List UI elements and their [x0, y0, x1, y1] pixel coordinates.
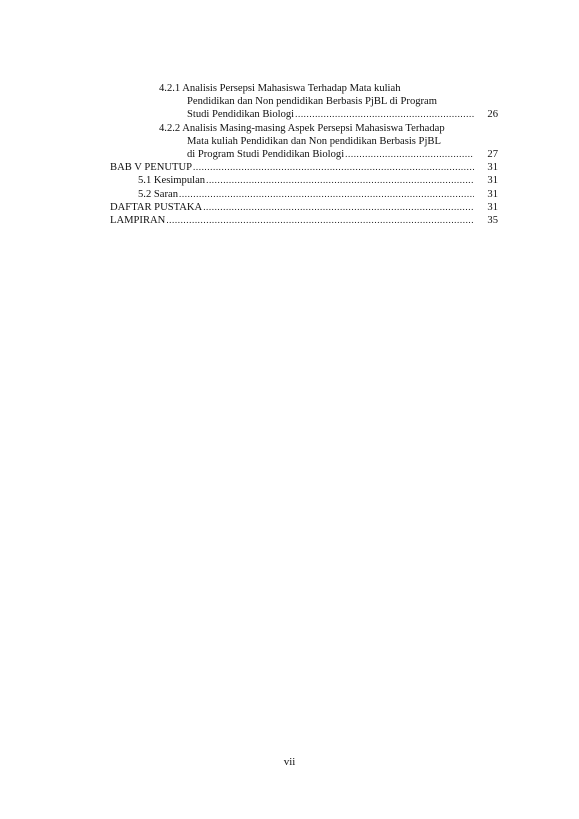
toc-entry-lampiran: [110, 214, 498, 227]
toc-entry-text: di Program Studi Pendidikan Biologi: [187, 148, 345, 160]
table-of-contents: [110, 82, 498, 227]
toc-page-number: 27: [487, 148, 498, 160]
toc-entry-text: 4.2.2 Analisis Masing-masing Aspek Persepsi Mahasiswa Terhadap: [159, 122, 445, 134]
dot-leader: [193, 161, 474, 174]
toc-page-number: 26: [487, 109, 498, 121]
toc-entry-text: Studi Pendidikan Biologi: [187, 109, 295, 121]
dot-leader: [179, 188, 474, 201]
toc-entry-4-2-1-line-3: [110, 108, 498, 121]
toc-page-number: 31: [487, 201, 498, 213]
toc-page-number: 31: [487, 188, 498, 200]
page-number-footer: vii: [283, 756, 296, 768]
dot-leader: [166, 214, 474, 227]
toc-page-number: 31: [487, 175, 498, 187]
toc-entry-4-2-1-line-1: [110, 82, 498, 95]
toc-entry-text: 5.1 Kesimpulan: [138, 175, 206, 187]
dot-leader: [206, 174, 474, 187]
toc-entry-4-2-2-line-1: [110, 122, 498, 135]
toc-entry-text: DAFTAR PUSTAKA: [110, 201, 203, 213]
dot-leader: [203, 201, 474, 214]
toc-page-number: 31: [487, 162, 498, 174]
toc-entry-text: 4.2.1 Analisis Persepsi Mahasiswa Terhadap Mata kuliah: [159, 83, 401, 94]
toc-entry-4-2-1-line-2: [110, 95, 498, 108]
toc-entry-text: Pendidikan dan Non pendidikan Berbasis PjBL di Program: [187, 96, 438, 108]
toc-entry-text: 5.2 Saran: [138, 188, 179, 200]
toc-entry-text: Mata kuliah Pendidikan dan Non pendidikan Berbasis PjBL: [187, 135, 441, 147]
dot-leader: [345, 148, 474, 161]
toc-entry-text: LAMPIRAN: [110, 214, 166, 226]
toc-entry-5-2: [110, 188, 498, 201]
toc-entry-4-2-2-line-3: [110, 148, 498, 161]
dot-leader: [295, 108, 474, 121]
toc-entry-4-2-2-line-2: [110, 135, 498, 148]
toc-entry-text: BAB V PENUTUP: [110, 162, 193, 174]
toc-entry-5-1: [110, 174, 498, 187]
toc-entry-daftar-pustaka: [110, 201, 498, 214]
toc-entry-bab-v: [110, 161, 498, 174]
toc-page-number: 35: [487, 214, 498, 226]
